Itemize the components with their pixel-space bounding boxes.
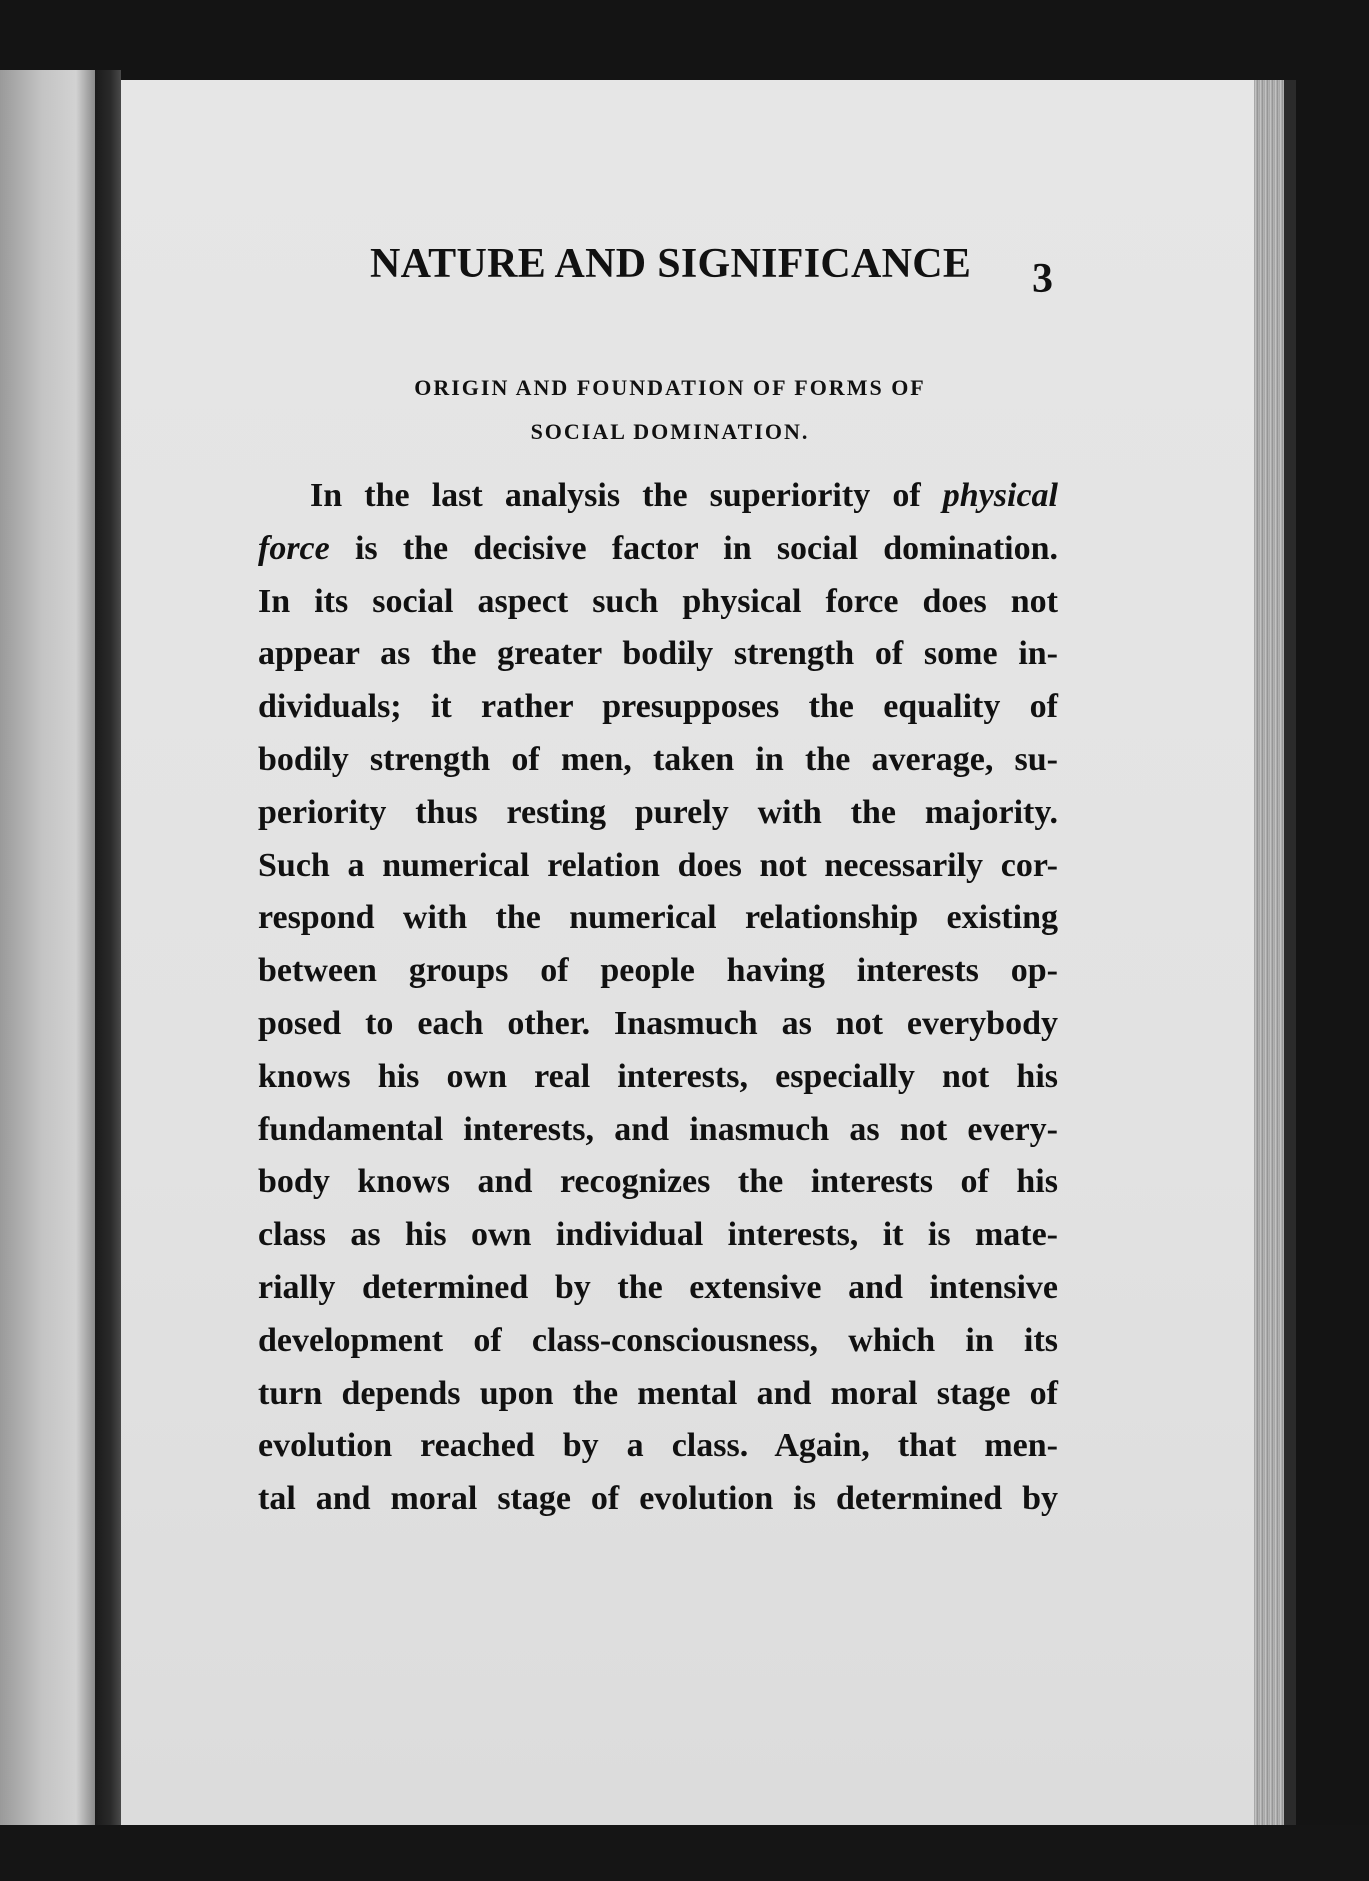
section-heading (290, 366, 1050, 454)
text-line: In its social aspect such physical force does not (258, 582, 1058, 620)
body-paragraph (258, 470, 1058, 1526)
book-gutter (95, 70, 121, 1830)
text-line: appear as the greater bodily strength of some in- (258, 635, 1058, 673)
text-line: posed to each other. Inasmuch as not everybody (258, 1004, 1058, 1042)
text-run: is the decisive factor in social domination. (329, 529, 1058, 567)
text-run: In the last analysis the superiority of (310, 477, 943, 514)
text-line: dividuals; it rather presupposes the equality of (258, 688, 1058, 726)
facing-page-edge (0, 70, 95, 1830)
text-line (258, 470, 1058, 523)
italic-text: physical (942, 477, 1058, 514)
text-line: knows his own real interests, especially not his (258, 1057, 1058, 1095)
text-line: evolution reached by a class. Again, that men- (258, 1427, 1058, 1465)
running-head-title: NATURE AND SIGNIFICANCE (370, 241, 972, 287)
text-line: periority thus resting purely with the majority. (258, 793, 1058, 831)
text-line: turn depends upon the mental and moral stage of (258, 1374, 1058, 1412)
text-line: respond with the numerical relationship existing (258, 899, 1058, 937)
text-line: fundamental interests, and inasmuch as not every- (258, 1110, 1058, 1148)
page-number: 3 (1032, 256, 1053, 302)
scan-background (0, 1825, 1369, 1881)
text-line: Such a numerical relation does not necessarily cor- (258, 846, 1058, 884)
page-stack-edges (1254, 80, 1284, 1825)
text-line: body knows and recognizes the interests of his (258, 1163, 1058, 1201)
section-heading-line: SOCIAL DOMINATION. (530, 419, 810, 444)
text-line (258, 523, 1058, 576)
italic-text: force (258, 529, 330, 567)
text-line: development of class-consciousness, which in its (258, 1321, 1058, 1359)
text-line: tal and moral stage of evolution is determined by (258, 1480, 1058, 1518)
text-line: rially determined by the extensive and intensive (258, 1268, 1058, 1306)
cover-edge (1284, 80, 1296, 1825)
text-line: between groups of people having interests op- (258, 952, 1058, 990)
text-line: class as his own individual interests, it is mate- (258, 1216, 1058, 1254)
text-line: bodily strength of men, taken in the average, su- (258, 740, 1058, 778)
section-heading-line: ORIGIN AND FOUNDATION OF FORMS OF (414, 375, 926, 400)
